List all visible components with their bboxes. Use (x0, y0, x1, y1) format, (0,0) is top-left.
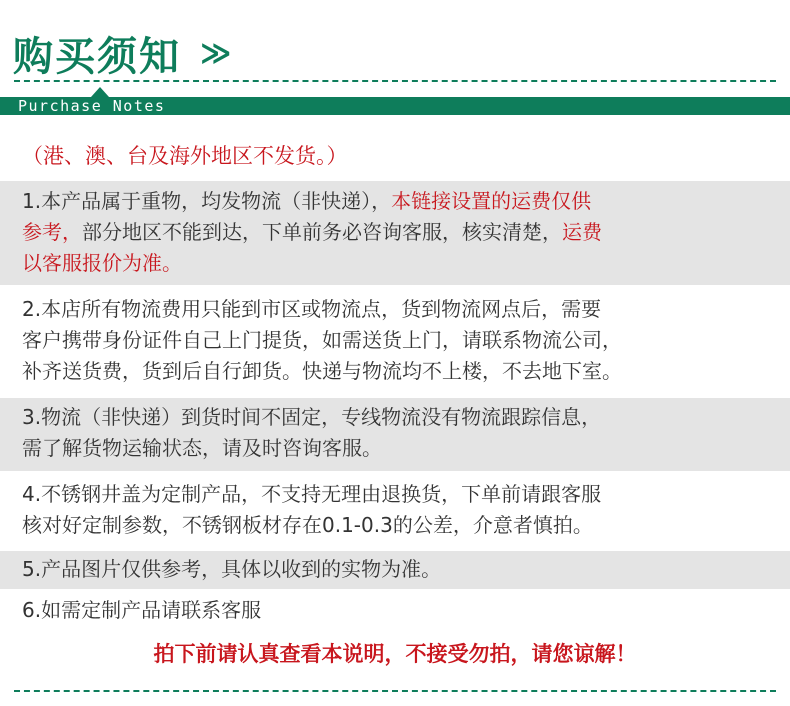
subtitle-notch (91, 87, 109, 97)
note-item-6: 6.如需定制产品请联系客服 (22, 598, 262, 622)
note-item-4: 4.不锈钢井盖为定制产品，不支持无理由退换货，下单前请跟客服 核对好定制参数，不锈钢板材存在0.1-0.3的公差，介意者慎拍。 (22, 482, 602, 537)
note-item-2: 2.本店所有物流费用只能到市区或物流点，货到物流网点后，需要 客户携带身份证件自己上门提货，如需送货上门，请联系物流公司， 补齐送货费，货到后自行卸货。快递与物流均不上楼，不去地下室。 (22, 297, 622, 383)
note-item-1: 1.本产品属于重物，均发物流（非快递），本链接设置的运费仅供 参考，部分地区不能到达，下单前务必咨询客服，核实清楚，运费 以客服报价为准。 (0, 181, 790, 285)
shipping-notice: （港、澳、台及海外地区不发货。） (22, 144, 348, 168)
header-title: 购买须知 (13, 34, 181, 80)
note-item-5: 5.产品图片仅供参考，具体以收到的实物为准。 (0, 551, 790, 589)
double-chevron-icon: ≫ (200, 36, 226, 71)
subtitle-text: Purchase Notes (18, 97, 166, 115)
header-divider (14, 80, 776, 82)
subtitle-bar (0, 97, 790, 115)
footer-warning: 拍下前请认真查看本说明，不接受勿拍，请您谅解！ (153, 642, 637, 666)
note-item-3: 3.物流（非快递）到货时间不固定，专线物流没有物流跟踪信息， 需了解货物运输状态，请及时咨询客服。 (0, 398, 790, 471)
footer-divider (14, 690, 776, 692)
